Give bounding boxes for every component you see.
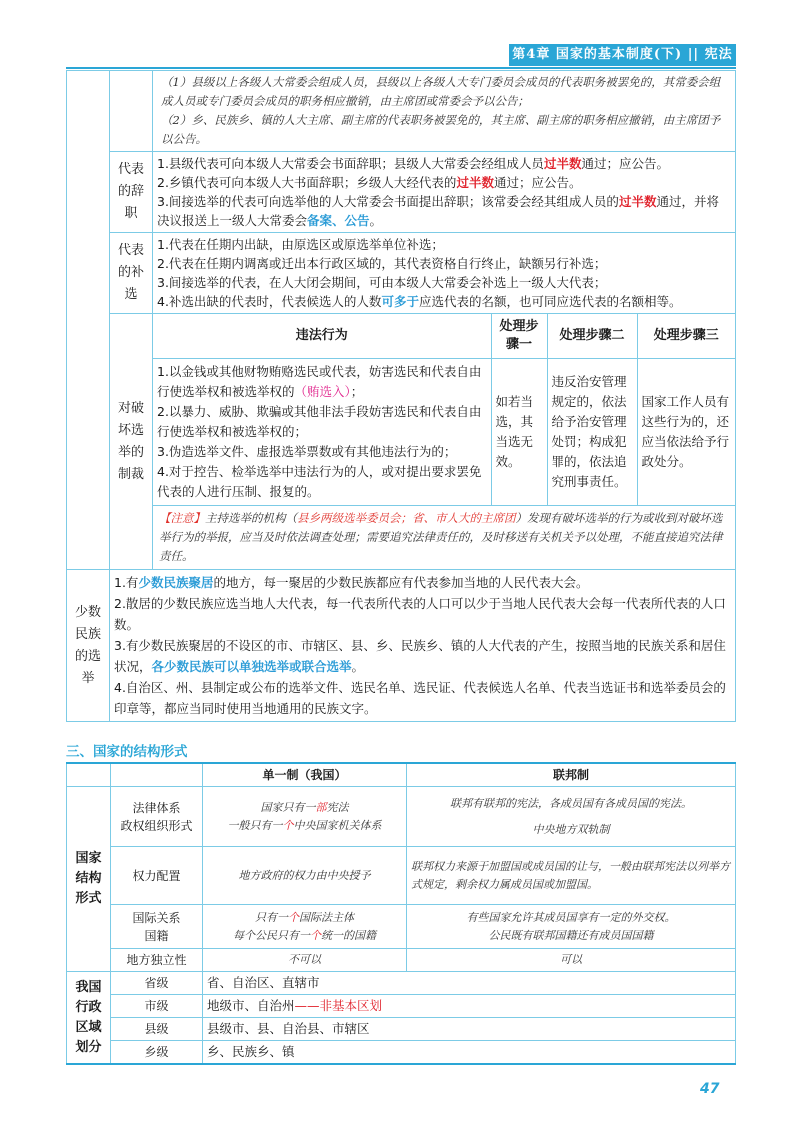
row-legal-system: 法律体系 [132,800,181,815]
byelection-line-2: 2.代表在任期内调离或迁出本行政区域的，其代表资格自行终止，缺额另行补选； [157,256,607,271]
division-desc: 地级市、自治州 [207,998,295,1013]
step-2-text: 违反治安管理规定的，依法给予治安管理处罚；构成犯罪的，依法追究刑事责任。 [547,359,637,506]
sabotage-row [67,314,736,570]
unitary-intl-subject: 只有一个国际法主体 [255,910,354,924]
row-power-allocation: 权力配置 [111,847,203,905]
resign-row [67,152,736,233]
divisions-label: 我国行政区域划分 [67,972,111,1065]
unitary-constitution: 国家只有一部宪法 [260,800,349,814]
division-desc: 省、自治区、直辖市 [203,972,736,995]
act-2: 2.以暴力、威胁、欺骗或其他非法手段妨害选民和代表自由行使选举权和被选举权的； [157,404,482,439]
federal-nationality: 公民既有联邦国籍还有成员国国籍 [488,928,654,942]
federal-diplomacy: 有些国家允许其成员国享有一定的外交权。 [466,910,676,924]
byelection-row [67,233,736,314]
unitary-organs: 一般只有一个中央国家机关体系 [227,818,382,832]
removal-note-1: （1）县级以上各级人大常委会组成人员，县级以上各级人大专门委员会成员的代表职务被罢免的，其常委会组成人员或专门委员会成员的职务相应撤销，由主席团或常委会予以公告； [161,75,721,108]
division-desc-row [203,995,736,1018]
division-desc: 县级市、县、自治县、市辖区 [203,1018,736,1041]
minority-line-3: 3.有少数民族聚居的不设区的市、市辖区、县、乡、民族乡、镇的人大代表的产生，按照当地的民族关系和居住状况，各少数民族可以单独选举或联合选举。 [114,638,726,674]
byelection-line-1: 1.代表在任期内出缺，由原选区或原选举单位补选； [157,237,444,252]
division-level: 县级 [111,1018,203,1041]
resign-line-3: 3.间接选举的代表可向选举他的人大常委会书面提出辞职；该常委会经其组成人员的过半数通过，并将决议报送上一级人大常委会备案、公告。 [157,194,719,228]
sabotage-note: 【注意】主持选举的机构（县乡两级选举委员会；省、市人大的主席团）发现有破坏选举的行为或收到对破坏选举行为的举报，应当及时依法调查处理；需要追究法律责任的，及时移送有关机关予以处理，不能直接追究法律责任。 [153,506,735,570]
unitary-nationality: 每个公民只有一个统一的国籍 [233,928,376,942]
unitary-power: 地方政府的权力由中央授予 [203,847,407,905]
page-number: 47 [700,1081,720,1097]
federal-power: 联邦权力来源于加盟国或成员国的让与，一般由联邦宪法以列举方式规定，剩余权力属成员国或加盟国。 [407,847,736,905]
federal-independence: 可以 [407,949,736,972]
col-step-2: 处理步骤二 [547,314,637,359]
division-level: 省级 [111,972,203,995]
minority-line-2: 2.散居的少数民族应选当地人大代表，每一代表所代表的人口可以少于当地人民代表大会每一代表所代表的人口数。 [114,596,726,632]
row-international: 国际关系 [132,910,181,925]
blank-cell [67,763,111,787]
removal-note-2: （2）乡、民族乡、镇的人大主席、副主席的代表职务被罢免的，其主席、副主席的职务相应撤销，由主席团予以公告。 [161,113,721,146]
row-local-independence: 地方独立性 [111,949,203,972]
sabotage-table [153,314,735,569]
step-3-text: 国家工作人员有这些行为的，还应当依法给予行政处分。 [637,359,735,506]
col-step-1: 处理步骤一 [491,314,547,359]
division-desc: 乡、民族乡、镇 [203,1041,736,1065]
minority-line-4: 4.自治区、州、县制定或公布的选举文件、选民名单、选民证、代表候选人名单、代表当选证书和选举委员会的印章等，都应当同时使用当地通用的民族文字。 [114,680,726,716]
sabotage-label: 对破坏选举的制裁 [110,314,153,570]
section-3-title: 三、国家的结构形式 [66,744,188,760]
division-level: 乡级 [111,1041,203,1065]
election-table [66,70,736,722]
resign-line-1: 1.县级代表可向本级人大常委会书面辞职；县级人大常委会经组成人员过半数通过；应公告。 [157,156,669,171]
division-level: 市级 [111,995,203,1018]
unitary-independence: 不可以 [203,949,407,972]
col-step-3: 处理步骤三 [637,314,735,359]
col-unitary: 单一制（我国） [203,763,407,787]
structure-group-label: 国家结构形式 [67,787,111,972]
blank-cell [67,71,110,570]
col-illegal-act: 违法行为 [153,314,491,359]
blank-cell [111,763,203,787]
header-divider [66,67,736,69]
row-nationality: 国籍 [144,928,169,943]
byelection-line-3: 3.间接选举的代表，在人大闭会期间，可由本级人大常委会补选上一级人大代表； [157,275,607,290]
resign-label: 代表的辞职 [110,152,153,233]
byelection-line-4: 4.补选出缺的代表时，代表候选人的人数可多于应选代表的名额，也可同应选代表的名额相等。 [157,294,682,309]
col-federal: 联邦制 [407,763,736,787]
structure-table [66,762,736,1065]
removal-note-row [67,71,736,152]
minority-label: 少数民族的选举 [67,570,110,722]
act-3: 3.伪造选举文件、虚报选举票数或有其他违法行为的； [157,444,457,459]
act-4: 4.对于控告、检举选举中违法行为的人，或对提出要求罢免代表的人进行压制、报复的。 [157,464,482,499]
minority-line-1: 1.有少数民族聚居的地方，每一聚居的少数民族都应有代表参加当地的人民代表大会。 [114,575,589,590]
federal-dual-track: 中央地方双轨制 [532,822,610,836]
chapter-header: 第4章 国家的基本制度(下) || 宪法 [509,44,736,66]
minority-row [67,570,736,722]
blank-cell [110,71,153,152]
division-note: ——非基本区划 [294,998,383,1013]
resign-line-2: 2.乡镇代表可向本级人大书面辞职；乡级人大经代表的过半数通过；应公告。 [157,175,582,190]
act-1: 1.以金钱或其他财物贿赂选民或代表，妨害选民和代表自由行使选举权和被选举权的（贿选入）； [157,364,482,399]
federal-constitution: 联邦有联邦的宪法，各成员国有各成员国的宪法。 [450,796,692,810]
step-1-text: 如若当选，其当选无效。 [491,359,547,506]
row-regime: 政权组织形式 [120,818,193,833]
byelection-label: 代表的补选 [110,233,153,314]
